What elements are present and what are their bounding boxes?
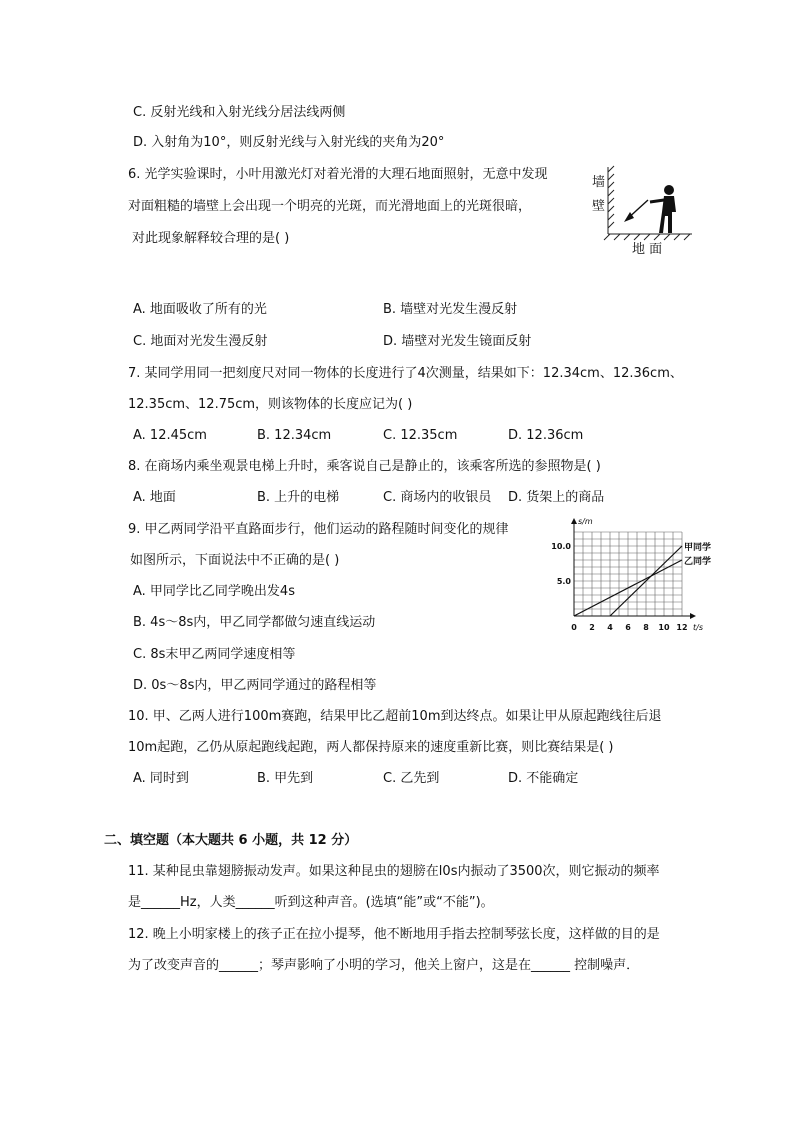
q12-line2: 为了改变声音的______；琴声影响了小明的学习，他关上窗户，这是在______ 控制噪声．: [128, 958, 640, 973]
q6-stem-line3: 对此现象解释较合理的是( ): [132, 231, 290, 246]
q7-option-b: B. 12.34cm: [257, 428, 332, 443]
section2-title: 二、填空题（本大题共 6 小题，共 12 分）: [104, 833, 358, 848]
q5-option-c: C. 反射光线和入射光线分居法线两侧: [133, 105, 346, 120]
q9-option-b: B. 4s～8s内，甲乙同学都做匀速直线运动: [133, 615, 376, 630]
q10-option-c: C. 乙先到: [383, 771, 440, 786]
x-tick-label: 6: [625, 623, 631, 632]
q6-option-d: D. 墙壁对光发生镜面反射: [383, 334, 532, 349]
wall-label-1: 墙: [592, 175, 606, 190]
q7-option-a: A. 12.45cm: [133, 428, 207, 443]
x-tick-label: 12: [676, 623, 688, 632]
q5-option-d: D. 入射角为10°，则反射光线与入射光线的夹角为20°: [133, 135, 445, 150]
q9-stem-line1: 9. 甲乙两同学沿平直路面步行，他们运动的路程随时间变化的规律: [128, 522, 509, 537]
q11-line2: 是______Hz，人类______听到这种声音。(选填“能”或“不能”)。: [128, 895, 494, 910]
q7-stem-line1: 7. 某同学用同一把刻度尺对同一物体的长度进行了4次测量，结果如下：12.34cm、12.36cm、: [128, 366, 683, 381]
q8-stem: 8. 在商场内乘坐观景电梯上升时，乘客说自己是静止的，该乘客所选的参照物是( ): [128, 459, 601, 474]
person-icon: [650, 185, 676, 233]
q10-stem-line1: 10. 甲、乙两人进行100m赛跑，结果甲比乙超前10m到达终点。如果让甲从原起跑线往后退: [128, 709, 662, 724]
q9-option-d: D. 0s～8s内，甲乙两同学通过的路程相等: [133, 678, 377, 693]
x-axis-arrow: [690, 613, 696, 619]
y-axis-arrow: [571, 518, 577, 524]
wall-label-2: 壁: [592, 199, 606, 214]
q7-option-d: D. 12.36cm: [508, 428, 584, 443]
q9-stem-line2: 如图所示，下面说法中不正确的是( ): [130, 553, 340, 568]
q9-option-a: A. 甲同学比乙同学晚出发4s: [133, 584, 295, 599]
q6-figure-wall-ground: [590, 162, 700, 258]
chart-grid: [574, 532, 682, 616]
q6-option-a: A. 地面吸收了所有的光: [133, 302, 267, 317]
q8-option-b: B. 上升的电梯: [257, 490, 340, 505]
x-tick-label: 2: [589, 623, 595, 632]
q8-option-c: C. 商场内的收银员: [383, 490, 492, 505]
x-axis-label: t/s: [693, 623, 703, 632]
q6-option-b: B. 墙壁对光发生漫反射: [383, 302, 518, 317]
q10-stem-line2: 10m起跑，乙仍从原起跑线起跑，两人都保持原来的速度重新比赛，则比赛结果是( ): [128, 740, 614, 755]
legend-label-2: 乙同学: [684, 557, 712, 567]
legend-label-1: 甲同学: [684, 543, 712, 553]
q10-option-d: D. 不能确定: [508, 771, 579, 786]
ground-label: 地 面: [632, 242, 663, 257]
x-tick-label: 10: [658, 623, 670, 632]
q6-option-c: C. 地面对光发生漫反射: [133, 334, 268, 349]
q6-stem-line1: 6. 光学实验课时，小叶用激光灯对着光滑的大理石地面照射，无意中发现: [128, 167, 548, 182]
x-tick-label: 8: [643, 623, 649, 632]
q9-option-c: C. 8s末甲乙两同学速度相等: [133, 647, 296, 662]
q10-option-b: B. 甲先到: [257, 771, 314, 786]
y-tick-label: 5.0: [556, 577, 571, 586]
y-tick-label: 10.0: [551, 542, 571, 551]
x-tick-label: 4: [607, 623, 613, 632]
q8-option-d: D. 货架上的商品: [508, 490, 605, 505]
q9-chart: [548, 516, 712, 638]
q6-stem-line2: 对面粗糙的墙壁上会出现一个明亮的光斑，而光滑地面上的光斑很暗，: [128, 199, 532, 214]
x-tick-label: 0: [571, 623, 577, 632]
chart-axes: [571, 518, 696, 619]
q7-stem-line2: 12.35cm、12.75cm，则该物体的长度应记为( ): [128, 397, 413, 412]
q7-option-c: C. 12.35cm: [383, 428, 458, 443]
q12-line1: 12. 晚上小明家楼上的孩子正在拉小提琴，他不断地用手指去控制琴弦长度，这样做的目的是: [128, 927, 660, 942]
q10-option-a: A. 同时到: [133, 771, 189, 786]
q8-option-a: A. 地面: [133, 490, 176, 505]
q11-line1: 11. 某种昆虫靠翅膀振动发声。如果这种昆虫的翅膀在l0s内振动了3500次，则它振动的频率: [128, 864, 660, 879]
y-axis-label: s/m: [578, 517, 593, 526]
